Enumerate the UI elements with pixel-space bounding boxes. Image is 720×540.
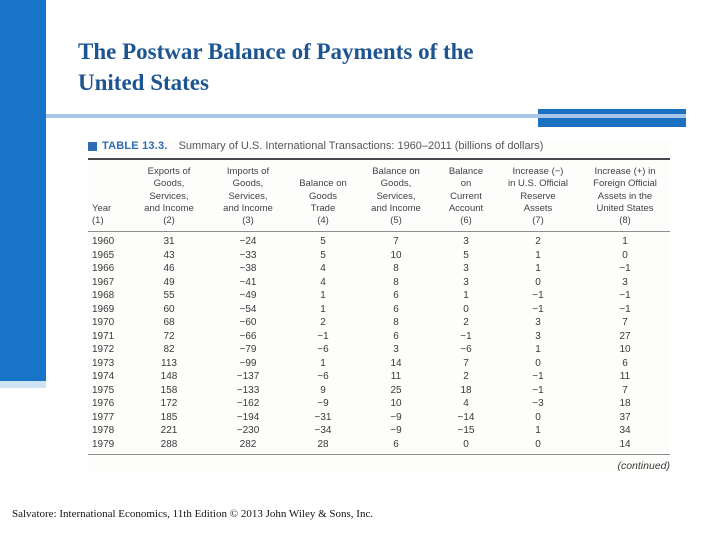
year-cell: 1960 [92,236,115,248]
left-accent-bar-strip [0,381,46,388]
table-cell: 3 [535,330,541,342]
table-row [88,343,670,357]
table-cell: 113 [161,357,177,369]
table-cell: 1 [320,303,326,315]
data-table [88,160,670,451]
year-cell: 1965 [92,249,115,261]
table-cell: 7 [622,317,628,329]
column-header: Exports of Goods, Services, and Income (2) [132,160,206,232]
table-cell: −41 [239,276,257,288]
table-cell: 25 [390,384,402,396]
table-cell: 3 [622,276,628,288]
table-cell: 1 [535,344,541,356]
table-cell: −1 [532,290,544,302]
table-cell: −194 [236,411,260,423]
table-cell: 14 [619,438,631,450]
table-cell: 0 [463,438,469,450]
table-cell: −133 [236,384,260,396]
table-cell: 2 [463,371,469,383]
table-body [88,232,670,452]
year-cell: 1974 [92,371,115,383]
table-cell: 0 [535,438,541,450]
table-cell: −31 [314,411,332,423]
table-cell: 18 [619,398,631,410]
table-cell: 0 [622,249,628,261]
table-cell: 185 [160,411,178,423]
table-cell: 3 [463,236,469,248]
table-cell: 3 [535,317,541,329]
table-cell: 60 [163,303,175,315]
table-row [88,411,670,425]
table-header-row [88,160,670,232]
table-cell: −99 [239,357,257,369]
table-cell: 3 [393,344,399,356]
table-cell: 0 [535,357,541,369]
year-cell: 1973 [92,357,115,369]
year-cell: 1979 [92,438,115,450]
table-cell: 6 [393,438,399,450]
table-cell: −54 [239,303,257,315]
table-cell: −24 [239,236,257,248]
column-header: Year (1) [88,160,132,232]
year-cell: 1969 [92,303,115,315]
table-row [88,330,670,344]
column-header: Increase (+) in Foreign Official Assets in the United States (8) [580,160,670,232]
table-marker-icon [88,142,97,151]
table-cell: 1 [320,357,326,369]
table-row [88,303,670,317]
table-continued-note: (continued) [617,460,670,473]
table-row [88,289,670,303]
table-row [88,397,670,411]
table-cell: 1 [535,425,541,437]
table-cell: 3 [463,276,469,288]
table-cell: 10 [390,398,402,410]
table-cell: 7 [463,357,469,369]
table-row [88,232,670,249]
table-cell: −9 [390,425,402,437]
table-cell: 8 [393,263,399,275]
table-cell: −33 [239,249,257,261]
table-row [88,316,670,330]
column-header: Balance on Current Account (6) [436,160,496,232]
table-cell: −1 [460,330,472,342]
table-cell: −3 [532,398,544,410]
left-accent-bar [0,0,46,381]
table-cell: 49 [163,276,175,288]
table-cell: 1 [622,236,628,248]
table-cell: 11 [619,371,631,383]
table-cell: 37 [619,411,631,423]
table-caption-text: Summary of U.S. International Transactions: 1960–2011 (billions of dollars) [178,140,544,152]
table-cell: 0 [535,411,541,423]
table-cell: 55 [163,290,175,302]
table-cell: 2 [535,236,541,248]
table-row [88,249,670,263]
table-cell: 158 [160,384,178,396]
table-cell: 288 [160,438,178,450]
table-cell: 28 [317,438,329,450]
table-cell: −1 [532,384,544,396]
table-cell: −1 [619,303,631,315]
table-cell: 11 [390,371,402,383]
year-cell: 1976 [92,398,115,410]
table-cell: 2 [463,317,469,329]
table-cell: 2 [320,317,326,329]
table-cell: 1 [320,290,326,302]
table-cell: 5 [320,236,326,248]
table-cell: −60 [239,317,257,329]
table-cell: 8 [393,317,399,329]
table-row [88,438,670,452]
table-cell: 4 [320,276,326,288]
table-cell: −1 [619,290,631,302]
table-cell: −6 [317,344,329,356]
table-cell: 68 [163,317,175,329]
table-cell: 172 [160,398,178,410]
table-cell: −66 [239,330,257,342]
table-cell: −14 [457,411,475,423]
table-cell: 31 [163,236,175,248]
table-cell: 6 [393,290,399,302]
table-cell: −1 [532,303,544,315]
table-cell: −162 [236,398,260,410]
table-cell: 27 [619,330,631,342]
table-cell: −6 [460,344,472,356]
year-cell: 1978 [92,425,115,437]
column-header: Balance on Goods, Services, and Income (5) [356,160,436,232]
year-cell: 1971 [92,330,115,342]
table-cell: −137 [236,371,260,383]
table-caption [88,140,670,153]
table-cell: −38 [239,263,257,275]
table-bottom-rule [88,454,670,455]
page-title-line1: The Postwar Balance of Payments of the [78,39,474,64]
table-cell: −9 [390,411,402,423]
table-cell: 7 [622,384,628,396]
table-cell: −9 [317,398,329,410]
table-cell: −34 [314,425,332,437]
table-row [88,370,670,384]
table-cell: 14 [390,357,402,369]
table-cell: 7 [393,236,399,248]
table-cell: 0 [463,303,469,315]
table-cell: −79 [239,344,257,356]
page-title-line2: United States [78,70,209,95]
column-header: Imports of Goods, Services, and Income (3) [206,160,290,232]
table-cell: 43 [163,249,175,261]
table-cell: 1 [535,263,541,275]
title-rule-accent-block [538,109,686,127]
column-header: Balance on Goods Trade (4) [290,160,356,232]
footer-citation: Salvatore: International Economics, 11th Edition © 2013 John Wiley & Sons, Inc. [12,508,374,520]
year-cell: 1972 [92,344,115,356]
table-header [88,160,670,232]
table-cell: 34 [619,425,631,437]
table-cell: −1 [532,371,544,383]
table-cell: −15 [457,425,475,437]
table-cell: 5 [463,249,469,261]
table-row [88,424,670,438]
table-cell: −1 [619,263,631,275]
year-cell: 1970 [92,317,115,329]
table-cell: 72 [163,330,175,342]
table-cell: 148 [160,371,178,383]
table-row [88,276,670,290]
year-cell: 1968 [92,290,115,302]
table-label: TABLE 13.3. [102,140,168,152]
column-header: Increase (−) in U.S. Official Reserve Assets (7) [496,160,580,232]
table-row [88,384,670,398]
table-cell: 6 [393,303,399,315]
table-cell: 0 [535,276,541,288]
table-cell: −49 [239,290,257,302]
table-row [88,357,670,371]
table-cell: 8 [393,276,399,288]
page-title [78,36,638,98]
table-cell: 10 [390,249,402,261]
table-cell: 282 [239,438,257,450]
year-cell: 1977 [92,411,115,423]
table-cell: 4 [320,263,326,275]
table-cell: −6 [317,371,329,383]
table-cell: 18 [460,384,472,396]
table-cell: 82 [163,344,175,356]
year-cell: 1967 [92,276,115,288]
title-rule [46,114,686,118]
table-cell: 221 [160,425,178,437]
table-cell: 6 [393,330,399,342]
table-cell: −230 [236,425,260,437]
table-cell: 10 [619,344,631,356]
table-cell: 9 [320,384,326,396]
year-cell: 1966 [92,263,115,275]
table-cell: 5 [320,249,326,261]
table-cell: 6 [622,357,628,369]
table-cell: 3 [463,263,469,275]
table-cell: −1 [317,330,329,342]
year-cell: 1975 [92,384,115,396]
table-cell: 46 [163,263,175,275]
table-cell: 4 [463,398,469,410]
table-cell: 1 [463,290,469,302]
table-row [88,262,670,276]
table-cell: 1 [535,249,541,261]
table-figure [88,140,670,472]
